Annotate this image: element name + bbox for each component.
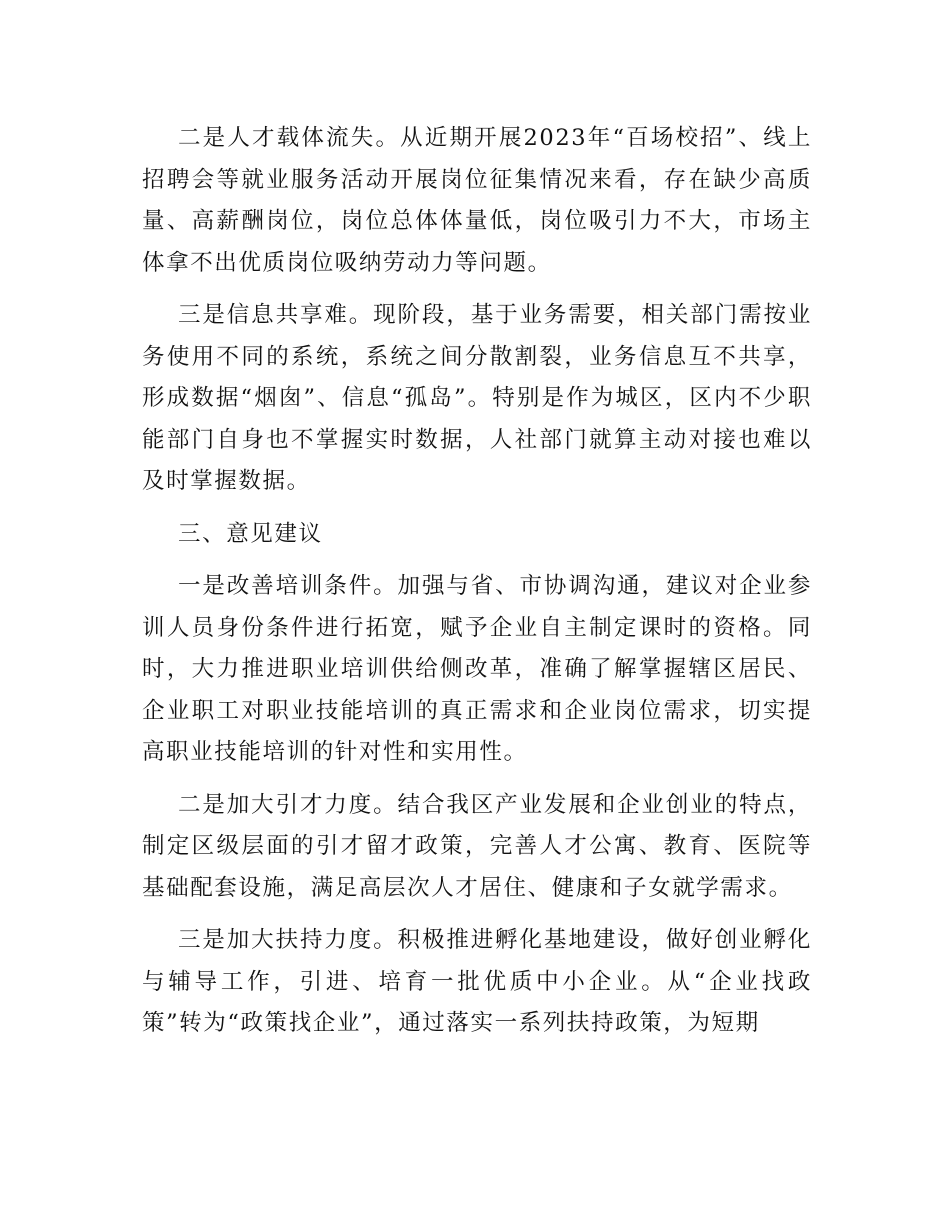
section-heading-suggestions: 三、意见建议 xyxy=(178,520,323,547)
paragraph-talent-attraction: 二是加大引才力度。结合我区产业发展和企业创业的特点，制定区级层面的引才留才政策，完善人才公寓、教育、医院等基础配套设施，满足高层次人才居住、健康和子女就学需求。 xyxy=(142,791,812,901)
paragraph-talent-carrier-loss: 二是人才载体流失。从近期开展2023年“百场校招”、线上招聘会等就业服务活动开展岗位征集情况来看，存在缺少高质量、高薪酬岗位，岗位总体体量低，岗位吸引力不大，市场主体拿不出优质岗位吸纳劳动力等问题。 xyxy=(142,125,812,276)
document-body xyxy=(142,118,812,1056)
paragraph-information-sharing: 三是信息共享难。现阶段，基于业务需要，相关部门需按业务使用不同的系统，系统之间分散割裂，业务信息互不共享，形成数据“烟囱”、信息“孤岛”。特别是作为城区，区内不少职能部门自身也不掌握实时数据，人社部门就算主动对接也难以及时掌握数据。 xyxy=(142,302,812,494)
paragraph-support-efforts: 三是加大扶持力度。积极推进孵化基地建设，做好创业孵化与辅导工作，引进、培育一批优质中小企业。从“企业找政策”转为“政策找企业”，通过落实一系列扶持政策，为短期 xyxy=(142,927,812,1036)
paragraph-training-conditions: 一是改善培训条件。加强与省、市协调沟通，建议对企业参训人员身份条件进行拓宽，赋予企业自主制定课时的资格。同时，大力推进职业培训供给侧改革，准确了解掌握辖区居民、企业职工对职业技能培训的真正需求和企业岗位需求，切实提高职业技能培训的针对性和实用性。 xyxy=(142,573,812,765)
